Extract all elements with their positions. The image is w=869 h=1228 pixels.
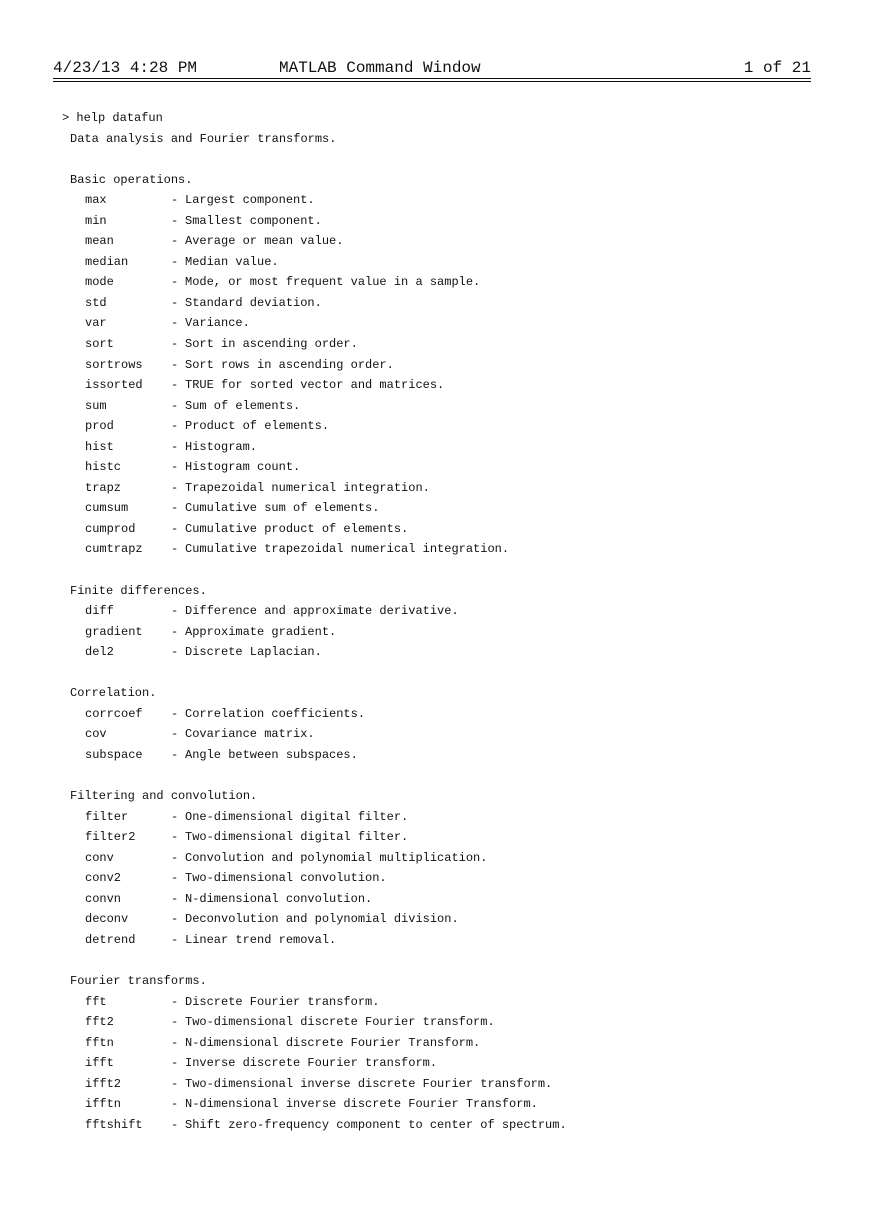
function-entry [62,930,822,951]
function-name: trapz [85,480,122,495]
function-entry [62,437,822,458]
entry-dash: - [171,1035,179,1050]
function-entry [62,211,822,232]
function-entry [62,313,822,334]
function-entry [62,252,822,273]
entry-dash: - [171,419,179,434]
function-description: Largest component. [185,193,315,208]
function-entry [62,868,822,889]
function-description: Shift zero-frequency component to center of spectrum. [185,1117,567,1132]
entry-dash: - [171,604,179,619]
function-name: histc [85,460,122,475]
entry-dash: - [171,521,179,536]
function-entry [62,622,822,643]
function-name: corrcoef [85,706,143,721]
entry-dash: - [171,234,179,249]
function-entry [62,724,822,745]
entry-dash: - [171,727,179,742]
command-output [62,108,822,1135]
function-name: prod [85,419,114,434]
function-name: convn [85,891,122,906]
function-name: max [85,193,107,208]
function-name: fftshift [85,1117,143,1132]
section-title: Fourier transforms. [70,973,207,988]
function-name: gradient [85,624,143,639]
command-text: help datafun [76,111,163,125]
function-entry [62,992,822,1013]
function-name: issorted [85,378,143,393]
function-description: Correlation coefficients. [185,706,366,721]
entry-dash: - [171,994,179,1009]
function-entry [62,190,822,211]
function-description: Cumulative trapezoidal numerical integration. [185,542,510,557]
function-description: Mode, or most frequent value in a sample. [185,275,481,290]
function-name: min [85,213,107,228]
function-entry [62,457,822,478]
function-description: One-dimensional digital filter. [185,809,409,824]
entry-dash: - [171,871,179,886]
entry-dash: - [171,932,179,947]
function-description: TRUE for sorted vector and matrices. [185,378,445,393]
function-name: fftn [85,1035,114,1050]
entry-dash: - [171,193,179,208]
function-entry [62,1115,822,1136]
function-name: deconv [85,912,129,927]
entry-dash: - [171,1056,179,1071]
entry-dash: - [171,645,179,660]
function-entry [62,498,822,519]
header-title: MATLAB Command Window [279,59,481,77]
function-entry [62,231,822,252]
entry-dash: - [171,275,179,290]
command-line [62,108,822,129]
function-description: Two-dimensional discrete Fourier transform. [185,1015,495,1030]
function-description: Inverse discrete Fourier transform. [185,1056,438,1071]
function-name: conv [85,850,114,865]
function-entry [62,745,822,766]
function-entry [62,416,822,437]
function-name: diff [85,604,114,619]
function-description: Trapezoidal numerical integration. [185,480,430,495]
function-description: Sort rows in ascending order. [185,357,394,372]
blank-line [62,766,822,787]
function-entry [62,478,822,499]
function-description: Median value. [185,254,279,269]
function-description: Cumulative sum of elements. [185,501,380,516]
entry-dash: - [171,747,179,762]
function-description: Covariance matrix. [185,727,315,742]
function-description: Discrete Fourier transform. [185,994,380,1009]
function-name: cumsum [85,501,129,516]
header-rule-top [53,78,811,79]
function-entry [62,1094,822,1115]
function-name: ifft [85,1056,114,1071]
function-description: Two-dimensional convolution. [185,871,387,886]
function-name: std [85,295,107,310]
entry-dash: - [171,398,179,413]
section-title: Correlation. [70,686,157,701]
function-description: N-dimensional convolution. [185,891,373,906]
entry-dash: - [171,706,179,721]
function-name: ifft2 [85,1076,122,1091]
entry-dash: - [171,254,179,269]
function-name: fft [85,994,107,1009]
function-name: conv2 [85,871,122,886]
section-title: Basic operations. [70,172,193,187]
blank-line [62,663,822,684]
entry-dash: - [171,213,179,228]
header-rule-bottom [53,81,811,82]
entry-dash: - [171,624,179,639]
function-entry [62,642,822,663]
function-entry [62,827,822,848]
entry-dash: - [171,809,179,824]
function-name: hist [85,439,114,454]
entry-dash: - [171,891,179,906]
entry-dash: - [171,295,179,310]
function-name: filter [85,809,129,824]
function-description: Standard deviation. [185,295,322,310]
function-entry [62,807,822,828]
function-description: Deconvolution and polynomial division. [185,912,459,927]
function-entry [62,355,822,376]
entry-dash: - [171,460,179,475]
function-entry [62,1074,822,1095]
entry-dash: - [171,439,179,454]
function-name: ifftn [85,1097,122,1112]
function-description: Two-dimensional digital filter. [185,830,409,845]
function-name: var [85,316,107,331]
function-entry [62,848,822,869]
function-description: Difference and approximate derivative. [185,604,459,619]
function-entry [62,1053,822,1074]
function-name: median [85,254,129,269]
function-description: Approximate gradient. [185,624,337,639]
function-entry [62,519,822,540]
function-name: sum [85,398,107,413]
function-name: mode [85,275,114,290]
function-description: Average or mean value. [185,234,344,249]
function-entry [62,539,822,560]
function-description: Discrete Laplacian. [185,645,322,660]
function-name: sortrows [85,357,143,372]
blank-line [62,950,822,971]
entry-dash: - [171,337,179,352]
header-date: 4/23/13 4:28 PM [53,59,198,77]
function-name: filter2 [85,830,136,845]
function-name: subspace [85,747,143,762]
blank-line [62,149,822,170]
function-entry [62,293,822,314]
section-title: Filtering and convolution. [70,789,258,804]
function-name: sort [85,337,114,352]
function-description: Smallest component. [185,213,322,228]
function-description: Sort in ascending order. [185,337,358,352]
function-entry [62,909,822,930]
function-name: detrend [85,932,136,947]
command-prompt: > [62,111,70,125]
function-entry [62,1012,822,1033]
section-title: Finite differences. [70,583,207,598]
function-description: Sum of elements. [185,398,301,413]
function-name: del2 [85,645,114,660]
entry-dash: - [171,542,179,557]
function-entry [62,334,822,355]
intro-line: Data analysis and Fourier transforms. [70,131,337,146]
function-entry [62,272,822,293]
entry-dash: - [171,1117,179,1132]
function-name: cumprod [85,521,136,536]
entry-dash: - [171,501,179,516]
function-description: Histogram. [185,439,258,454]
function-entry [62,396,822,417]
function-description: Linear trend removal. [185,932,337,947]
function-entry [62,601,822,622]
entry-dash: - [171,830,179,845]
entry-dash: - [171,357,179,372]
header-page-number: 1 of 21 [743,59,811,77]
function-name: mean [85,234,114,249]
function-description: Variance. [185,316,250,331]
entry-dash: - [171,378,179,393]
function-name: fft2 [85,1015,114,1030]
entry-dash: - [171,1076,179,1091]
function-name: cumtrapz [85,542,143,557]
function-description: Angle between subspaces. [185,747,358,762]
function-description: Cumulative product of elements. [185,521,409,536]
entry-dash: - [171,1097,179,1112]
entry-dash: - [171,480,179,495]
function-description: Convolution and polynomial multiplication. [185,850,488,865]
entry-dash: - [171,850,179,865]
entry-dash: - [171,316,179,331]
blank-line [62,560,822,581]
page-header [53,57,811,79]
function-description: Two-dimensional inverse discrete Fourier transform. [185,1076,553,1091]
function-description: Histogram count. [185,460,301,475]
help-sections [62,149,822,1135]
function-entry [62,704,822,725]
function-description: N-dimensional discrete Fourier Transform. [185,1035,481,1050]
function-entry [62,375,822,396]
entry-dash: - [171,1015,179,1030]
function-name: cov [85,727,107,742]
function-entry [62,1033,822,1054]
function-description: Product of elements. [185,419,330,434]
function-description: N-dimensional inverse discrete Fourier Transform. [185,1097,538,1112]
entry-dash: - [171,912,179,927]
function-entry [62,889,822,910]
